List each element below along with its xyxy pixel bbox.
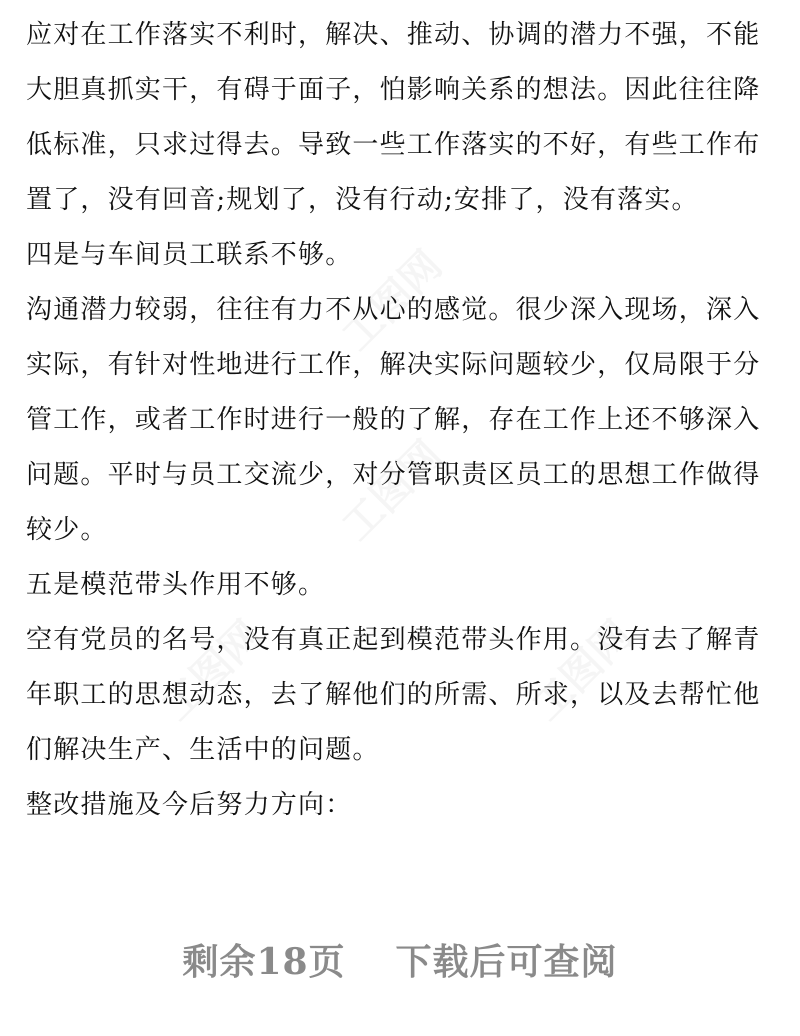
paragraph-line: 应对在工作落实不利时，解决、推动、协调的潜力不强，不能	[26, 20, 761, 50]
download-prompt-label[interactable]: 下载后可查阅	[395, 941, 618, 983]
paragraph-line: 较少。	[26, 515, 108, 545]
paragraph-line: 们解决生产、生活中的问题。	[26, 735, 380, 765]
remaining-pages-label: 剩余18页	[182, 941, 346, 983]
paragraph-line: 问题。平时与员工交流少，对分管职责区员工的思想工作做得	[26, 460, 761, 490]
section-heading: 四是与车间员工联系不够。	[26, 240, 353, 270]
watermark: 工图网	[523, 612, 642, 730]
paragraph-line: 空有党员的名号，没有真正起到模范带头作用。没有去了解青	[26, 625, 761, 655]
paragraph-line: 低标准，只求过得去。导致一些工作落实的不好，有些工作布	[26, 130, 761, 160]
paragraph-line: 管工作，或者工作时进行一般的了解，存在工作上还不够深入	[26, 405, 761, 435]
paragraph-line: 大胆真抓实干，有碍于面子，怕影响关系的想法。因此往往降	[26, 75, 761, 105]
paragraph-line: 置了，没有回音;规划了，没有行动;安排了，没有落实。	[26, 185, 699, 215]
download-banner[interactable]	[0, 934, 800, 985]
watermark: 工图网	[333, 242, 452, 360]
paragraph-line: 沟通潜力较弱，往往有力不从心的感觉。很少深入现场，深入	[26, 295, 761, 325]
paragraph-line: 实际，有针对性地进行工作，解决实际问题较少，仅局限于分	[26, 350, 761, 380]
paragraph-line: 年职工的思想动态，去了解他们的所需、所求，以及去帮忙他	[26, 680, 761, 710]
watermark: 工图网	[333, 432, 452, 550]
section-heading: 整改措施及今后努力方向：	[26, 790, 353, 820]
watermark: 工图网	[153, 612, 272, 730]
document-body	[26, 8, 778, 833]
section-heading: 五是模范带头作用不够。	[26, 570, 326, 600]
